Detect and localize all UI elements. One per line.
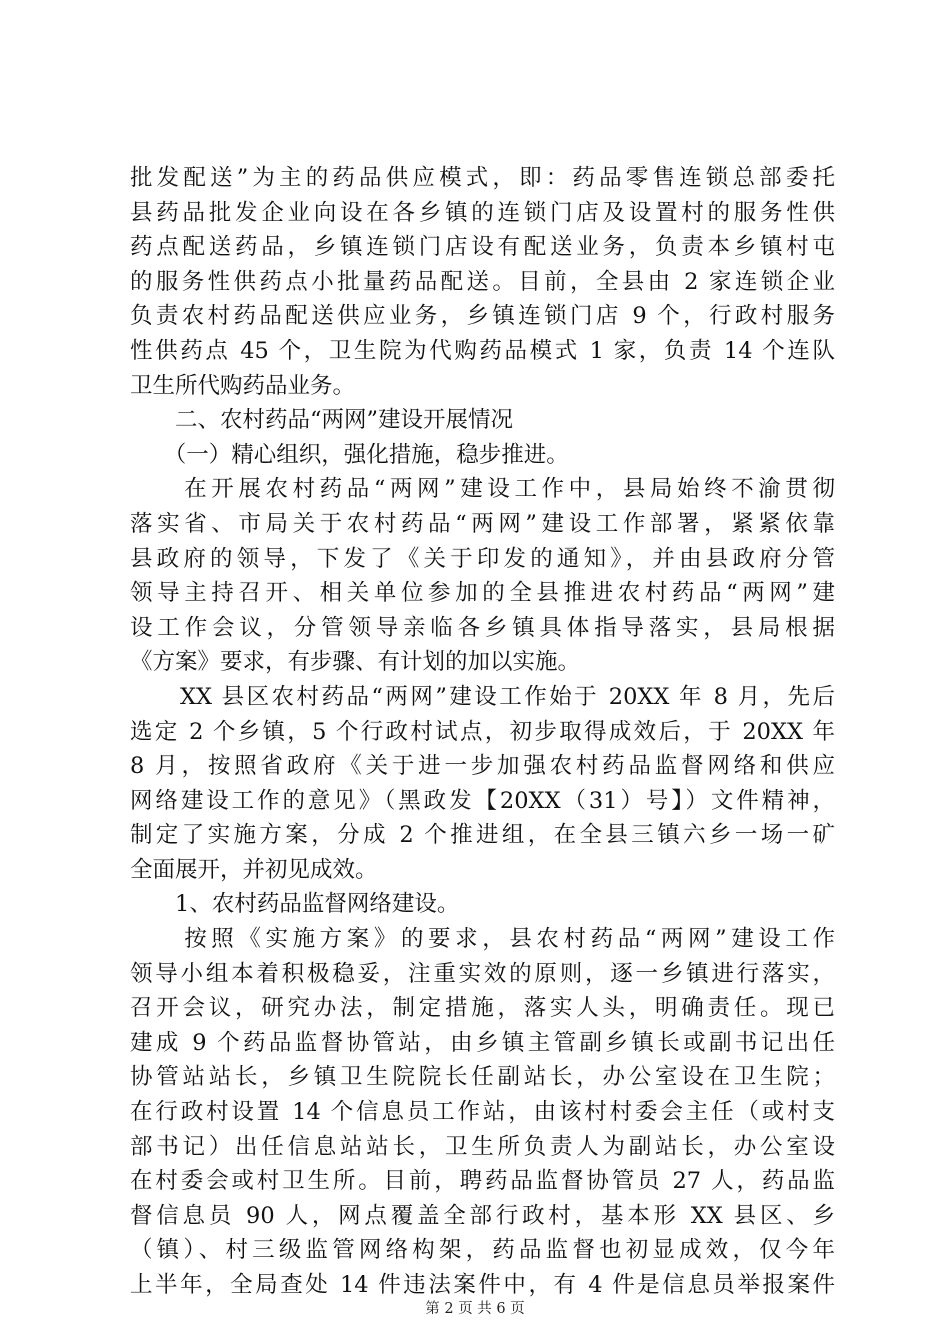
text-line: XX 县区农村药品“两网”建设工作始于 20XX 年 8 月，先后 <box>130 683 835 710</box>
text-line: 按照《实施方案》的要求，县农村药品“两网”建设工作 <box>130 926 835 953</box>
text-line: 卫生所代购药品业务。 <box>130 372 356 399</box>
text-line: 设工作会议，分管领导亲临各乡镇具体指导落实，县局根据 <box>130 614 835 641</box>
text-line: 在村委会或村卫生所。目前，聘药品监督协管员 27 人，药品监 <box>130 1168 835 1195</box>
text-line: 建成 9 个药品监督协管站，由乡镇主管副乡镇长或副书记出任 <box>130 1029 835 1056</box>
text-line: 召开会议，研究办法，制定措施，落实人头，明确责任。现已 <box>130 995 835 1022</box>
text-line: 批发配送”为主的药品供应模式，即：药品零售连锁总部委托 <box>130 165 835 191</box>
subsection-heading: （一）精心组织，强化措施，稳步推进。 <box>130 441 569 468</box>
subsection-heading: 1、农村药品监督网络建设。 <box>130 891 460 918</box>
text-line: 协管站站长，乡镇卫生院院长任副站长，办公室设在卫生院； <box>130 1064 835 1091</box>
text-line: 8 月，按照省政府《关于进一步加强农村药品监督网络和供应 <box>130 753 835 780</box>
text-line: 在行政村设置 14 个信息员工作站，由该村村委会主任（或村支 <box>130 1099 835 1126</box>
text-line: 督信息员 90 人，网点覆盖全部行政村，基本形 XX 县区、乡 <box>130 1202 835 1229</box>
text-line: 县药品批发企业向设在各乡镇的连锁门店及设置村的服务性供 <box>130 199 835 226</box>
page-number-footer: 第 2 页 共 6 页 <box>425 1301 525 1317</box>
text-line: （镇）、村三级监管网络构架，药品监督也初显成效，仅今年 <box>130 1237 835 1264</box>
text-line: 落实省、市局关于农村药品“两网”建设工作部署，紧紧依靠 <box>130 510 835 537</box>
text-line: 部书记）出任信息站站长，卫生所负责人为副站长，办公室设 <box>130 1133 835 1160</box>
text-line: 负责农村药品配送供应业务，乡镇连锁门店 9 个，行政村服务 <box>130 303 835 330</box>
text-line: 药点配送药品，乡镇连锁门店设有配送业务，负责本乡镇村屯 <box>130 234 835 261</box>
text-line: 性供药点 45 个，卫生院为代购药品模式 1 家，负责 14 个连队 <box>130 337 835 364</box>
text-line: 《方案》要求，有步骤、有计划的加以实施。 <box>130 649 581 676</box>
text-line: 县政府的领导，下发了《关于印发的通知》，并由县政府分管 <box>130 545 835 572</box>
text-line: 的服务性供药点小批量药品配送。目前，全县由 2 家连锁企业 <box>130 268 835 295</box>
text-line: 选定 2 个乡镇，5 个行政村试点，初步取得成效后，于 20XX 年 <box>130 718 835 745</box>
text-line: 上半年，全局查处 14 件违法案件中，有 4 件是信息员举报案件 <box>130 1272 835 1298</box>
text-line: 在开展农村药品“两网”建设工作中，县局始终不渝贯彻 <box>130 476 835 503</box>
body-text <box>130 161 835 1303</box>
text-line: 网络建设工作的意见》（黑政发【20XX（31）号】）文件精神， <box>130 787 835 814</box>
text-line: 领导小组本着积极稳妥，注重实效的原则，逐一乡镇进行落实， <box>130 960 835 987</box>
text-line: 制定了实施方案，分成 2 个推进组，在全县三镇六乡一场一矿 <box>130 822 835 849</box>
text-line: 全面展开，并初见成效。 <box>130 856 378 883</box>
section-heading: 二、农村药品“两网”建设开展情况 <box>130 407 514 434</box>
text-line: 领导主持召开、相关单位参加的全县推进农村药品“两网”建 <box>130 580 835 607</box>
